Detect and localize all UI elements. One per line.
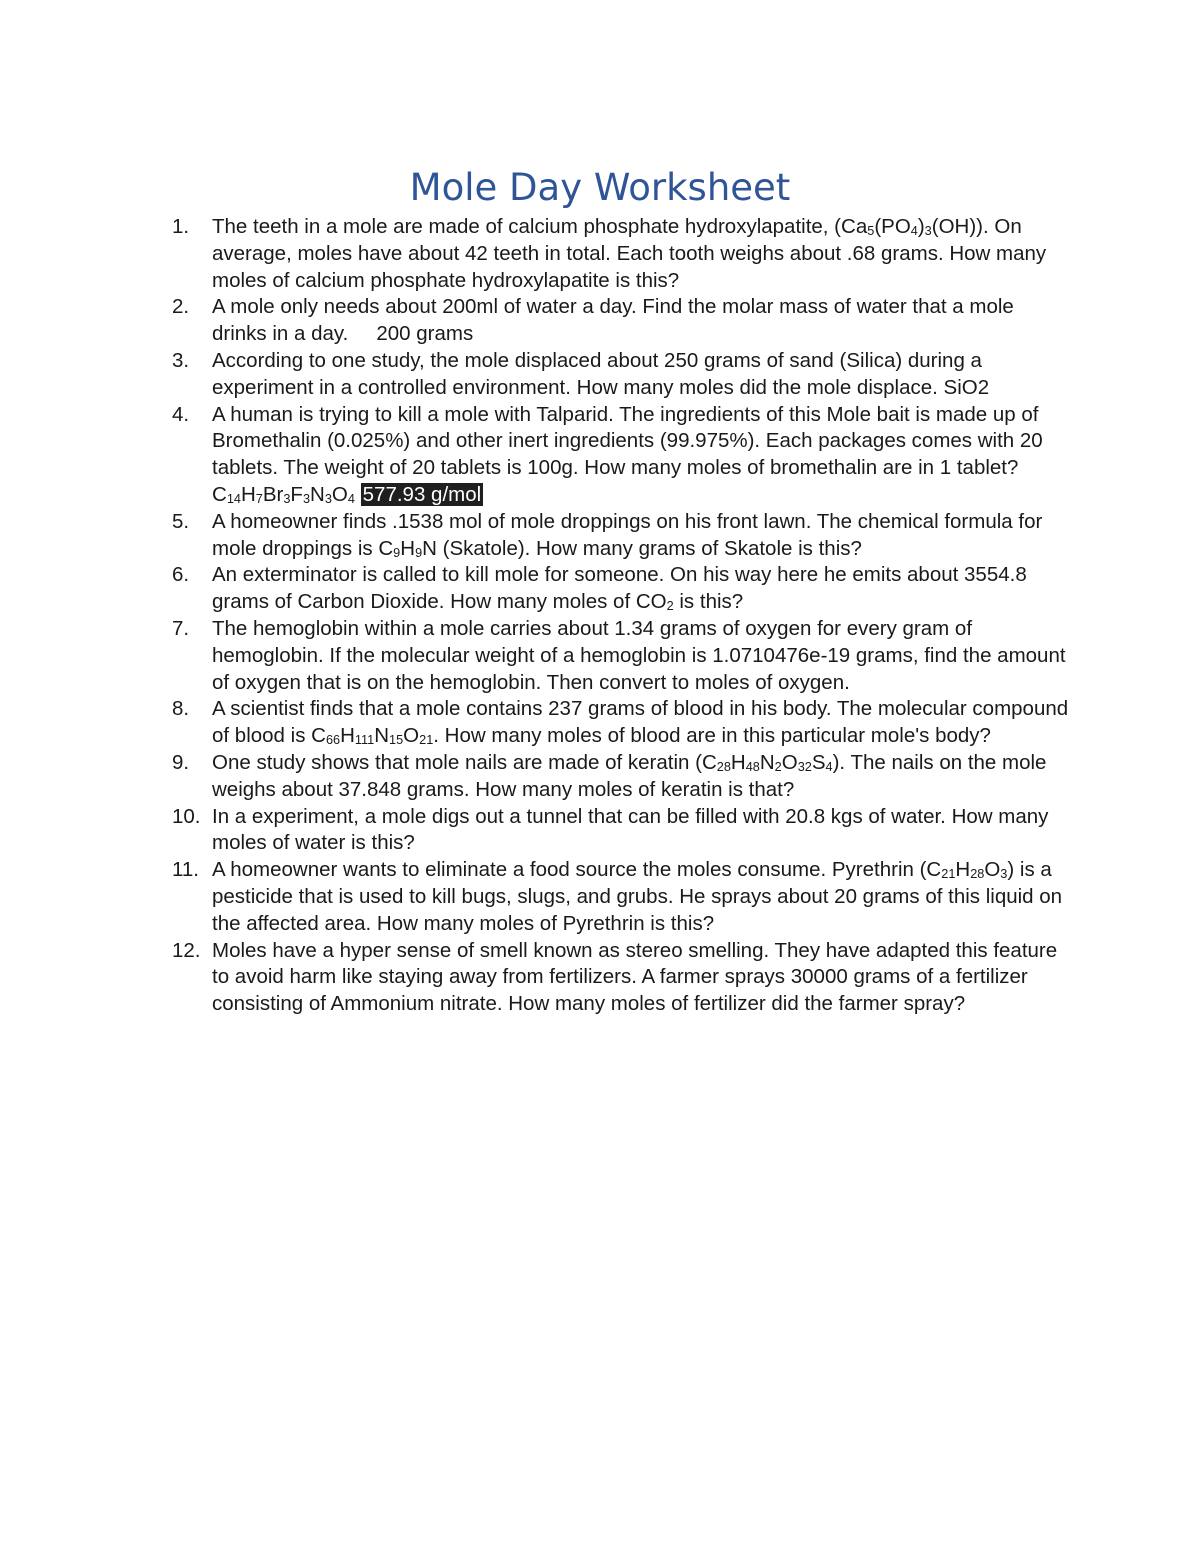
question-text: The hemoglobin within a mole carries about 1.34 grams of oxygen for every gram of hemoglobin. If the molecular weight of a hemoglobin is 1.0710476e-19 grams, find the amount of oxygen that is on the hemoglobin. Then convert to moles of oxygen.	[212, 616, 1066, 694]
question-text: A homeowner finds .1538 mol of mole droppings on his front lawn. The chemical formula for mole droppings is $C_9H_9N$ (Skatole). How many grams of Skatole is this?	[212, 509, 1043, 560]
question-number: 6.	[172, 563, 190, 587]
page-title: Mole Day Worksheet	[409, 166, 791, 209]
question-number: 9.	[172, 750, 190, 774]
question-number: 8.	[172, 697, 190, 721]
question-8	[172, 696, 1072, 750]
question-number: 11.	[172, 858, 199, 882]
question-2	[172, 294, 1072, 348]
question-number: 4.	[172, 402, 190, 426]
question-1	[172, 214, 1072, 294]
question-5	[172, 509, 1072, 563]
question-number: 1.	[172, 215, 190, 238]
question-12	[172, 938, 1072, 1018]
question-6	[172, 562, 1072, 616]
question-text: One study shows that mole nails are made of keratin $(C_{28}H_{48}N_2O_{32}S_4)$. The nails on the mole weighs about 37.848 grams. How many moles of keratin is that?	[212, 750, 1047, 801]
question-text: Moles have a hyper sense of smell known as stereo smelling. They have adapted this feature to avoid harm like staying away from fertilizers. A farmer sprays 30000 grams of a fertilizer consisting of Ammonium nitrate. How many moles of fertilizer did the farmer spray?	[212, 938, 1058, 1016]
question-number: 3.	[172, 348, 190, 372]
question-number: 5.	[172, 509, 190, 533]
question-text: According to one study, the mole displaced about 250 grams of sand (Silica) during a experiment in a controlled environment. How many moles did the mole displace. SiO2	[212, 348, 990, 399]
question-text: An exterminator is called to kill mole for someone. On his way here he emits about 3554.8 grams of Carbon Dioxide. How many moles of $CO_2$ is this?	[212, 563, 1027, 614]
question-text: A mole only needs about 200ml of water a day. Find the molar mass of water that a mole drinks in a day.	[212, 295, 1014, 346]
question-text: A scientist finds that a mole contains 237 grams of blood in his body. The molecular compound of blood is $C_{66}H_{111}N_{15}O_{21}$. How many moles of blood are in this particular mole's body?	[212, 697, 1069, 748]
question-number: 10.	[172, 804, 201, 828]
question-list	[172, 214, 1072, 1018]
question-text: The teeth in a mole are made of calcium phosphate hydroxylapatite, $(Ca_5(PO_4)_3(OH))$. On average, moles have about 42 teeth in total. Each tooth weighs about .68 grams. How many moles of calcium phosphate hydroxylapatite is this?	[212, 215, 1047, 292]
question-number: 12.	[172, 938, 201, 962]
question-7	[172, 616, 1072, 696]
question-9	[172, 750, 1072, 804]
answer-note: 200 grams	[376, 322, 474, 346]
question-3	[172, 348, 1072, 402]
question-4	[172, 402, 1072, 509]
question-11	[172, 857, 1072, 937]
question-number: 2.	[172, 295, 190, 319]
question-text: In a experiment, a mole digs out a tunnel that can be filled with 20.8 kgs of water. How many moles of water is this?	[212, 804, 1049, 855]
question-text: A human is trying to kill a mole with Talparid. The ingredients of this Mole bait is made up of Bromethalin (0.025%) and other inert ingredients (99.975%). Each packages comes with 20 tablets. The weight of 20 tablets is 100g. How many moles of bromethalin are in 1 tablet? $C_{14}H_7Br_3F_3N_3O_4$	[212, 402, 1043, 506]
question-10	[172, 804, 1072, 858]
highlighted-answer: 577.93 g/mol	[362, 482, 482, 506]
question-text: A homeowner wants to eliminate a food source the moles consume. Pyrethrin $(C_{21}H_{28}O_3)$ is a pesticide that is used to kill bugs, slugs, and grubs. He sprays about 20 grams of this liquid on the affected area. How many moles of Pyrethrin is this?	[212, 858, 1063, 935]
question-number: 7.	[172, 616, 190, 640]
